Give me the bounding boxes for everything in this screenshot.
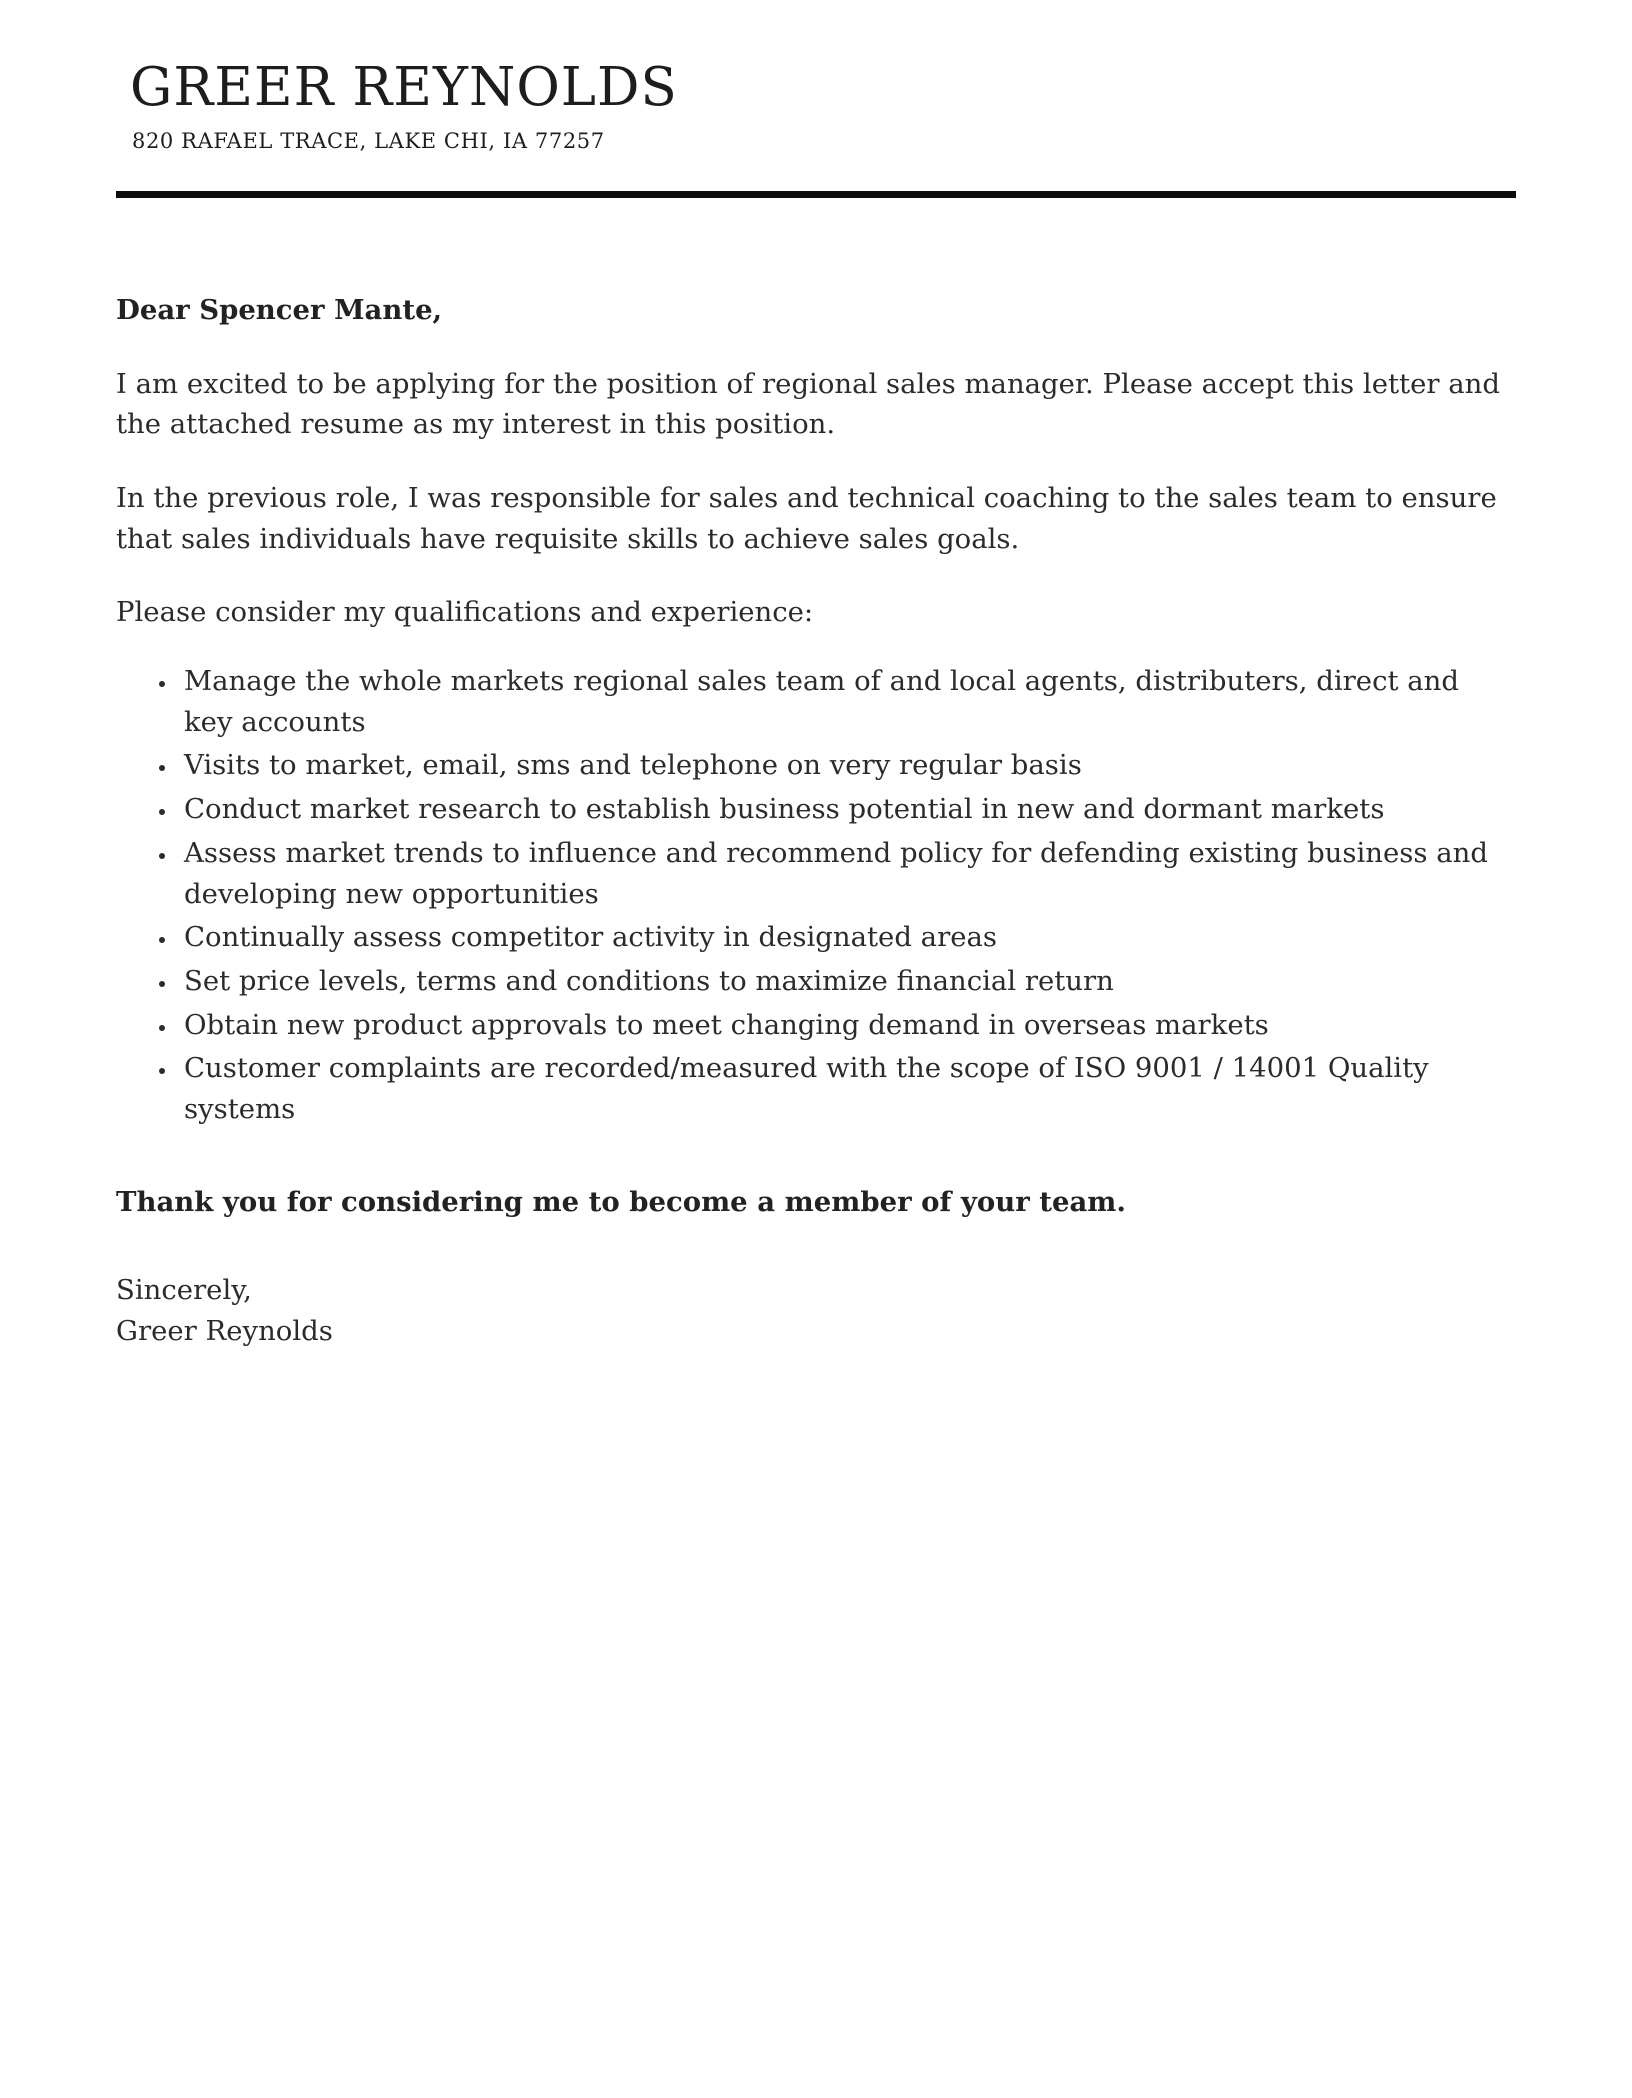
letter-body <box>116 290 1516 1352</box>
paragraph-qualifications-lead: Please consider my qualifications and experience: <box>116 596 814 629</box>
sender-name: GREER REYNOLDS <box>130 57 678 118</box>
qualifications-list <box>116 661 1516 1130</box>
list-item: • Visits to market, email, sms and telephone on very regular basis <box>178 745 1516 786</box>
paragraph-previous-role: In the previous role, I was responsible for sales and technical coaching to the sales team to ensure that sales individuals have requisite skills to achieve sales goals. <box>116 482 1497 555</box>
list-item: • Assess market trends to influence and recommend policy for defending existing business and developing new opportunities <box>178 833 1516 914</box>
list-item: • Set price levels, terms and conditions to maximize financial return <box>178 961 1516 1002</box>
thank-you-line: Thank you for considering me to become a member of your team. <box>116 1185 1126 1218</box>
list-item: • Obtain new product approvals to meet changing demand in overseas markets <box>178 1005 1516 1046</box>
list-item: • Conduct market research to establish business potential in new and dormant markets <box>178 789 1516 830</box>
letter-header <box>116 58 1516 198</box>
list-item: • Continually assess competitor activity in designated areas <box>178 917 1516 958</box>
header-divider <box>116 191 1516 198</box>
closing-block <box>116 1270 1516 1351</box>
salutation: Dear Spencer Mante, <box>116 293 443 326</box>
list-item: • Manage the whole markets regional sales team of and local agents, distributers, direct and key accounts <box>178 661 1516 742</box>
paragraph-intro: I am excited to be applying for the position of regional sales manager. Please accept this letter and the attached resume as my interest in this position. <box>116 367 1500 441</box>
list-item: • Customer complaints are recorded/measured with the scope of ISO 9001 / 14001 Quality systems <box>178 1048 1516 1129</box>
signature-name: Greer Reynolds <box>116 1315 333 1347</box>
sender-address: 820 RAFAEL TRACE, LAKE CHI, IA 77257 <box>132 128 605 153</box>
closing-salutation: Sincerely, <box>116 1274 252 1307</box>
